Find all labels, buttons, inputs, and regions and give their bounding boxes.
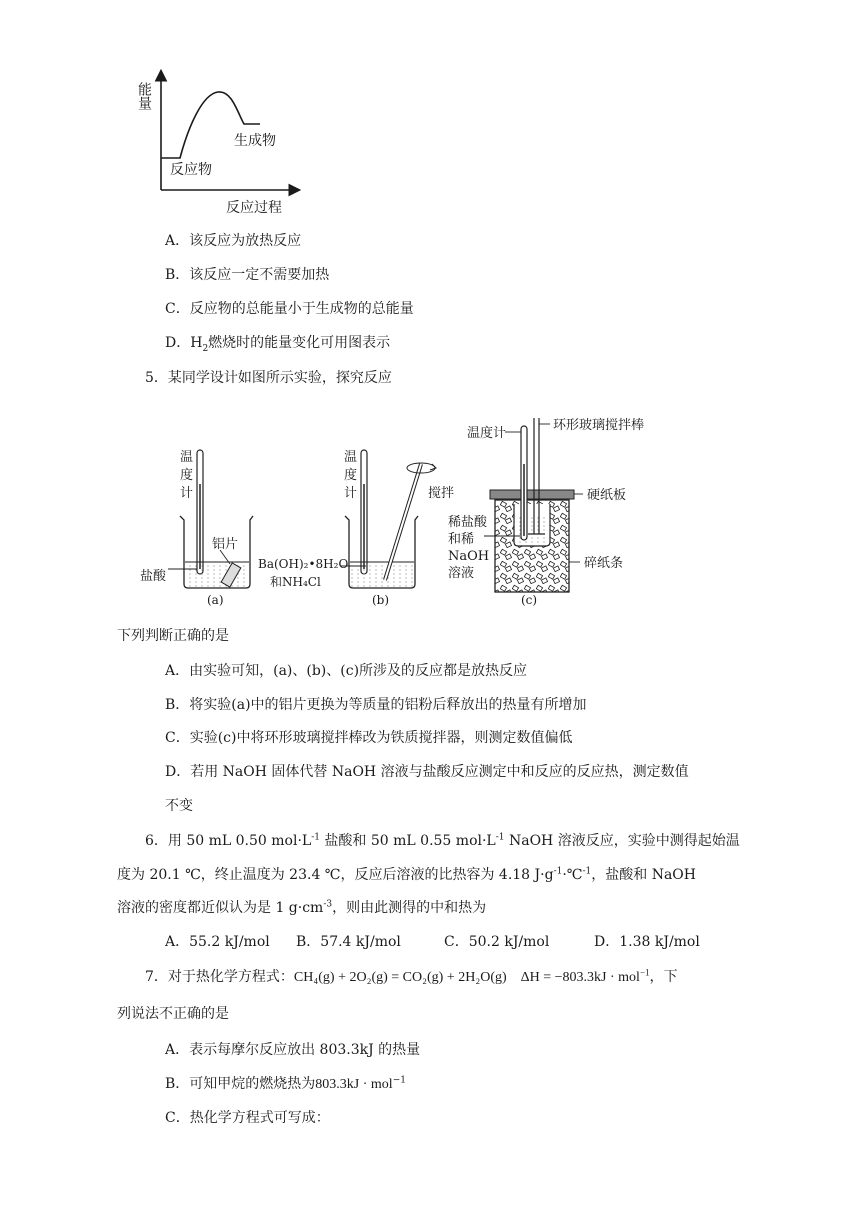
svg-text:搅拌: 搅拌 <box>428 486 455 501</box>
q7-option-a: A．表示每摩尔反应放出 803.3kJ 的热量 <box>165 1042 421 1058</box>
svg-text:(a): (a) <box>207 593 224 607</box>
svg-text:温度计: 温度计 <box>467 426 507 441</box>
q5-apparatus-figure <box>140 404 700 614</box>
q4-option-b: B．该反应一定不需要加热 <box>165 267 330 283</box>
q6-line-3: 溶液的密度都近似认为是 1 $g\cdot cm^{-3}$，则由此测得的中和热为 <box>117 899 487 916</box>
q6-line-1: 6．用 50 mL 0.50 $mol\cdot L^{-1}$ 盐酸和 50 mL 0.55 $mol\cdot L^{-1}$ NaOH 溶液反应，实验中测得起始温 <box>145 832 740 849</box>
q5-stem: 5．某同学设计如图所示实验，探究反应 <box>145 370 392 386</box>
svg-text:计: 计 <box>344 486 358 501</box>
svg-text:碎纸条: 碎纸条 <box>584 556 624 571</box>
q6-option-c: C．50.2 kJ/mol <box>444 934 550 950</box>
svg-text:溶液: 溶液 <box>448 566 475 581</box>
svg-text:环形玻璃搅拌棒: 环形玻璃搅拌棒 <box>553 418 645 433</box>
svg-text:度: 度 <box>180 468 194 483</box>
q4-option-a: A．该反应为放热反应 <box>165 233 302 249</box>
y-axis-label: 能量 <box>136 82 152 110</box>
apparatus-a <box>140 450 253 607</box>
svg-text:NaOH: NaOH <box>448 549 490 564</box>
q4-option-c: C．反应物的总能量小于生成物的总能量 <box>165 301 414 317</box>
svg-text:计: 计 <box>180 486 194 501</box>
product-label: 生成物 <box>234 133 276 149</box>
q6-option-d: D．1.38 kJ/mol <box>594 934 700 950</box>
apparatus-b <box>258 450 454 607</box>
q5-option-b: B．将实验(a)中的铝片更换为等质量的铝粉后释放出的热量有所增加 <box>165 697 587 713</box>
svg-text:硬纸板: 硬纸板 <box>587 488 627 503</box>
energy-diagram <box>136 68 310 218</box>
enthalpy-change: ΔH = −803.3kJ · mol$^{-1}$ <box>520 967 650 985</box>
svg-text:Ba(OH)₂•8H₂O: Ba(OH)₂•8H₂O <box>258 557 349 571</box>
q5-option-d: D．若用 NaOH 固体代替 NaOH 溶液与盐酸反应测定中和反应的反应热，测定数值 <box>165 764 689 780</box>
reactant-label: 反应物 <box>170 162 212 178</box>
svg-text:(b): (b) <box>372 593 390 607</box>
q4-option-d: D．$H_2$燃烧时的能量变化可用图表示 <box>165 335 391 354</box>
svg-text:度: 度 <box>344 468 358 483</box>
svg-text:温: 温 <box>344 450 358 465</box>
svg-text:温: 温 <box>180 450 194 465</box>
svg-text:和稀: 和稀 <box>448 532 475 547</box>
svg-text:(c): (c) <box>521 593 538 607</box>
q5-option-a: A．由实验可知，(a)、(b)、(c)所涉及的反应都是放热反应 <box>165 663 528 679</box>
x-axis-label: 反应过程 <box>226 200 282 216</box>
q7-option-c: C．热化学方程式可写成： <box>165 1110 330 1126</box>
q6-option-b: B．57.4 kJ/mol <box>296 934 401 950</box>
q7-stem-line-2: 列说法不正确的是 <box>117 1006 229 1022</box>
q5-judge: 下列判断正确的是 <box>117 628 229 644</box>
svg-text:盐酸: 盐酸 <box>140 569 167 584</box>
svg-text:和NH₄Cl: 和NH₄Cl <box>270 575 321 589</box>
q7-option-b: B．可知甲烷的燃烧热为803.3kJ · mol$^{-1}$ <box>165 1075 406 1092</box>
svg-text:稀盐酸: 稀盐酸 <box>448 515 488 530</box>
q6-line-2: 度为 20.1 ℃，终止温度为 23.4 ℃，反应后溶液的比热容为 4.18 $J\cdot g^{-1}\cdot℃^{-1}$，盐酸和 NaOH <box>117 866 696 883</box>
hard-board <box>490 490 574 499</box>
thermochemical-equation: CH₄(g) + 2O₂(g) = CO₂(g) + 2H₂O(g) <box>293 970 507 985</box>
q5-option-c: C．实验(c)中将环形玻璃搅拌棒改为铁质搅拌器，则测定数值偏低 <box>165 730 573 746</box>
q5-option-d-continued: 不变 <box>165 798 193 814</box>
calorimeter-c <box>448 417 644 607</box>
q7-stem: 7．对于热化学方程式：CH₄(g) + 2O₂(g) = CO₂(g) + 2H₂O(g) ΔH = −803.3kJ · mol$^{-1}$，下 <box>145 967 678 985</box>
q6-option-a: A．55.2 kJ/mol <box>165 934 270 950</box>
svg-text:铝片: 铝片 <box>212 537 239 552</box>
